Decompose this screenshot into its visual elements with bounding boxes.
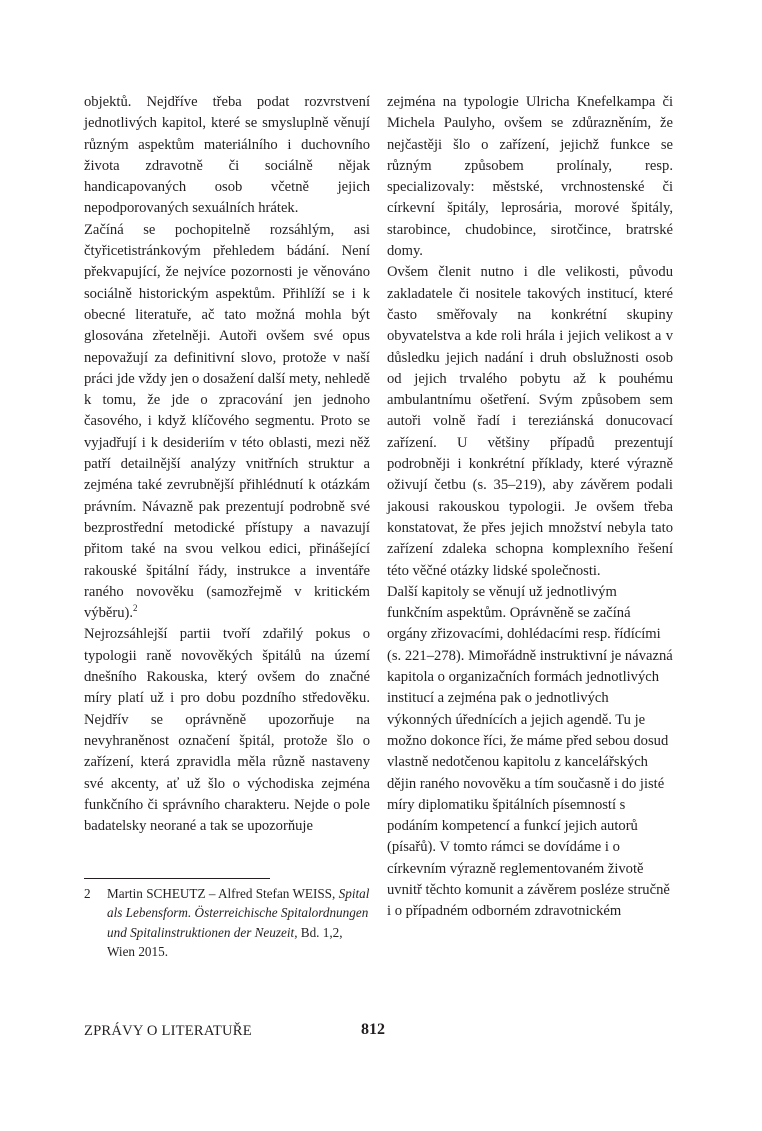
footnote-text <box>107 884 370 962</box>
paragraph: Ovšem členit nutno i dle velikosti, původu zakladatele či nositele takových institucí, které často směřovaly na konkrétní skupiny obyvatelstva a kde roli hrála i jejich velikost a v důsledku jejich nadání i druh obslužnosti osob od jejich trvalého pobytu až k pouhému ambulantnímu ošetření. Svým způsobem sem autoři volně řadí i tereziánská donucovací zařízení. U většiny případů prezentují podrobněji i konkrétní příklady, které výrazně oživují četbu (s. 35–219), aby závěrem podali jakousi rakouskou typologii. Je ovšem třeba konstatovat, že přes jejich množství nebyla tato zařízení zdaleka schopna komplexního řešení této věčné otázky lidské společnosti. <box>387 264 673 579</box>
footnote-divider <box>84 878 270 879</box>
footnote-number: 2 <box>84 886 91 901</box>
paragraph-text: Začíná se pochopitelně rozsáhlým, asi čtyřicetistránkovým přehledem bádání. Není překvapující, že nejvíce pozornosti je věnováno sociálně historickým aspektům. Přihlíží se i k obecné literatuře, ač tato možná mohla být glosována zřetelněji. Autoři ovšem své opus nepovažují za definitivní slovo, protože v naší práci jde vždy jen o dosažení další mety, nehledě k tomu, že jde o zpracování jen jednoho časového, i když klíčového segmentu. Proto se vyjadřují i k desideriím v této oblasti, mezi něž patří detailnější analýzy vnitřních struktur a zejména také zevrubnější přihlédnutí k otázkám právním. Návazně pak prezentují podrobně své bezprostřední metodické přístupy a navazují přitom také na svou velkou edici, přinášející rakouské špitální řády, instrukce a inventáře raného novověku (samozřejmě v kritickém výběru). <box>84 221 370 622</box>
section-title: ZPRÁVY O LITERATUŘE <box>84 1023 252 1039</box>
page-number: 812 <box>361 1021 385 1038</box>
left-column <box>84 92 370 837</box>
paragraph: Nejrozsáhlejší partii tvoří zdařilý pokus o typologii raně novověkých špitálů na území dnešního Rakouska, který ovšem do značné míry platí už i pro dobu pozdního středověku. Nejdřív se oprávněně upozorňuje na nevyhraněnost označení špitál, protože šlo o zařízení, která zpravidla měla různě nastaveny své akcenty, ať už šlo o východiska zejména funkčního či správního charakteru. Nejde o pole badatelsky neorané a tak se upozorňuje <box>84 626 370 835</box>
footnote-reference[interactable]: 2 <box>133 603 138 614</box>
paragraph: zejména na typologie Ulricha Knefelkampa či Michela Paulyho, ovšem se zdůrazněním, že nejčastěji šlo o zařízení, jejichž funkce se různým způsobem prolínaly, resp. specializovaly: městské, vrchnostenské či církevní špitály, leprosária, morové špitály, starobince, chudobince, sirotčince, bratrské domy. <box>387 94 673 260</box>
footnote-details: , Bd. 1,2, Wien 2015. <box>107 924 343 960</box>
paragraph: Další kapitoly se věnují už jednotlivým funkčním aspektům. Oprávněně se začíná orgány zřizovacími, dohlédacími resp. řídícími (s. 221–278). Mimořádně instruktivní je návazná kapitola o organizačních formách jednotlivých institucí a zejména pak o jednotlivých výkonných úřednících a jejich agendě. Tu je možno dokonce říci, že máme před sebou dosud vlastně nedotčenou kapitolu z kancelářských dějin raného novověku a tím současně i do jisté míry diplomatiku špitálních písemností s podáním kompetencí a funkcí jejich autorů (písařů). V tomto rámci se dovídáme i o církevním výrazně reglementovaném životě uvnitř těchto komunit a závěrem posléze stručně i o případném odborném zdravotnickém <box>387 583 673 920</box>
footnote-authors: Martin SCHEUTZ – Alfred Stefan WEISS, <box>107 886 339 901</box>
paragraph: objektů. Nejdříve třeba podat rozvrstvení jednotlivých kapitol, které se smysluplně věnují různým aspektům materiálního i duchovního života zdravotně či sociálně nějak handicapovaných osob včetně jejich nepodporovaných sexuálních hrátek. <box>84 94 370 217</box>
footnote <box>84 884 370 962</box>
footnote-title: Spital als Lebensform. Österreichische Spitalordnungen und Spitalinstruktionen der Neuzeit <box>107 886 370 940</box>
paragraph <box>84 220 370 625</box>
right-column <box>387 92 673 923</box>
